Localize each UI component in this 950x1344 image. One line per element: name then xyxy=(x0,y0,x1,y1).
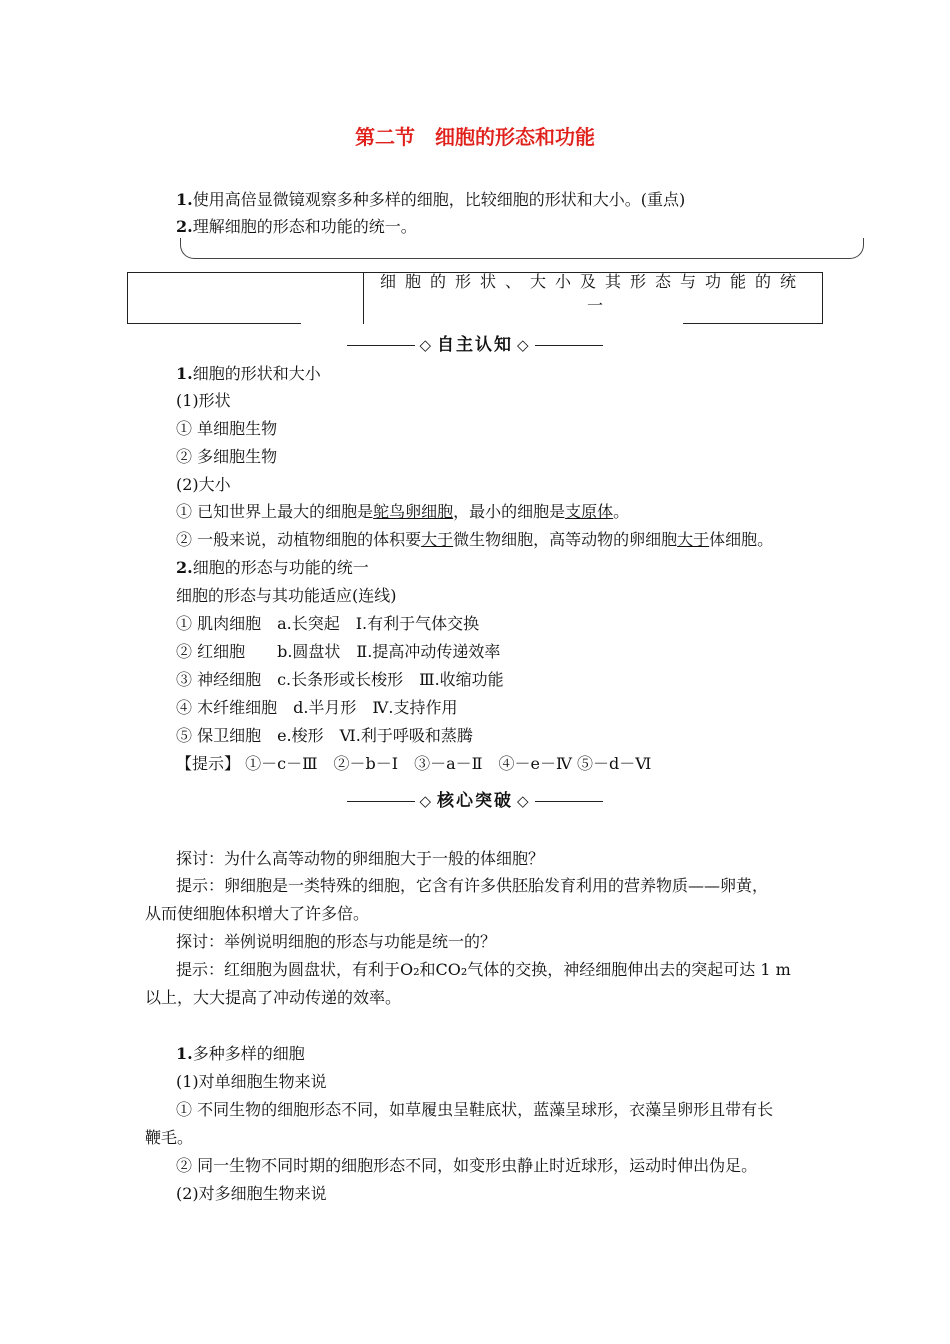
page-title: 第二节 细胞的形态和功能 xyxy=(355,125,595,149)
subheading-size: (2)大小 xyxy=(176,475,231,494)
matching-row: ③ 神经细胞 c.长条形或长梭形 Ⅲ.收缩功能 xyxy=(176,670,504,689)
point-1-cont: 鞭毛。 xyxy=(145,1128,194,1147)
divider-line xyxy=(535,801,603,802)
matching-row: ④ 木纤维细胞 d.半月形 Ⅳ.支持作用 xyxy=(176,698,458,717)
subheading-multicellular: (2)对多细胞生物来说 xyxy=(176,1184,327,1203)
diamond-icon: ◇ xyxy=(419,792,433,810)
objective-1 xyxy=(176,189,685,211)
matching-row: ① 肌肉细胞 a.长突起 Ⅰ.有利于气体交换 xyxy=(176,614,480,633)
text: ② 一般来说，动植物细胞的体积要 xyxy=(176,530,422,549)
discussion-answer-1: 提示：卵细胞是一类特殊的细胞，它含有许多供胚胎发育利用的营养物质——卵黄， xyxy=(176,876,769,895)
divider-line xyxy=(347,801,415,802)
discussion-question-2: 探讨：举例说明细胞的形态与功能是统一的？ xyxy=(176,932,497,951)
matching-row: ⑤ 保卫细胞 e.梭形 Ⅵ.利于呼吸和蒸腾 xyxy=(176,726,473,745)
answer-blank: 大于 xyxy=(677,530,710,549)
hint-answer: ①－c－Ⅲ ②－b－Ⅰ ③－a－Ⅱ ④－e－Ⅳ ⑤－d－Ⅵ xyxy=(245,754,652,773)
heading-num: 1. xyxy=(176,364,193,383)
point-1: ① 不同生物的细胞形态不同，如草履虫呈鞋底状，蓝藻呈球形，衣藻呈卵形且带有长 xyxy=(176,1100,774,1119)
objective-text: 理解细胞的形态和功能的统一。 xyxy=(192,217,417,236)
section-header-core xyxy=(0,786,950,811)
item-multi-cell: ② 多细胞生物 xyxy=(176,447,278,466)
topic-box-text: 细胞的形状、大小及其形态与功能的统 xyxy=(380,272,806,291)
discussion-answer-2-cont: 以上，大大提高了冲动传递的效率。 xyxy=(145,988,402,1007)
matching-intro: 细胞的形态与其功能适应(连线) xyxy=(176,586,397,605)
objective-num: 2. xyxy=(176,217,193,236)
item-single-cell: ① 单细胞生物 xyxy=(176,419,278,438)
section-header-self-study xyxy=(0,330,950,355)
diamond-icon: ◇ xyxy=(517,792,531,810)
objective-num: 1. xyxy=(176,190,193,209)
topic-box-underline-right xyxy=(683,323,823,324)
topic-box-underline-left xyxy=(127,323,301,324)
heading-text: 细胞的形状和大小 xyxy=(192,364,321,383)
diamond-icon: ◇ xyxy=(419,336,433,354)
text: 体细胞。 xyxy=(709,530,774,549)
text: 。 xyxy=(613,502,630,521)
text: ，最小的细胞是 xyxy=(453,502,566,521)
objective-2 xyxy=(176,216,417,238)
heading-text: 多种多样的细胞 xyxy=(192,1044,305,1063)
heading-text: 细胞的形态与功能的统一 xyxy=(192,558,369,577)
hint-label: 【提示】 xyxy=(176,754,241,773)
heading-shape-size xyxy=(176,363,321,385)
matching-row: ② 红细胞 b.圆盘状 Ⅱ.提高冲动传递效率 xyxy=(176,642,501,661)
answer-blank: 大于 xyxy=(421,530,454,549)
divider-line xyxy=(535,345,603,346)
discussion-question-1: 探讨：为什么高等动物的卵细胞大于一般的体细胞？ xyxy=(176,849,545,868)
subheading-shape: (1)形状 xyxy=(176,391,231,410)
section-title: 自主认知 xyxy=(437,335,513,355)
diamond-icon: ◇ xyxy=(517,336,531,354)
topic-box-divider xyxy=(363,272,364,324)
discussion-answer-2: 提示：红细胞为圆盘状，有利于O₂和CO₂气体的交换，神经细胞伸出去的突起可达 1 m xyxy=(176,960,791,979)
heading-form-function xyxy=(176,557,369,579)
size-fact-1 xyxy=(176,501,629,523)
discussion-answer-1-cont: 从而使细胞体积增大了许多倍。 xyxy=(145,904,370,923)
section-title: 核心突破 xyxy=(437,791,513,811)
size-fact-2 xyxy=(176,529,773,551)
heading-diverse-cells xyxy=(176,1043,305,1065)
point-2: ② 同一生物不同时期的细胞形态不同，如变形虫静止时近球形，运动时伸出伪足。 xyxy=(176,1156,758,1175)
topic-box-text-continued: 一 xyxy=(586,296,603,315)
subheading-unicellular: (1)对单细胞生物来说 xyxy=(176,1072,327,1091)
objective-text: 使用高倍显微镜观察多种多样的细胞，比较细胞的形状和大小。(重点) xyxy=(192,190,686,209)
heading-num: 1. xyxy=(176,1044,193,1063)
text: ① 已知世界上最大的细胞是 xyxy=(176,502,374,521)
answer-blank: 支原体 xyxy=(565,502,614,521)
heading-num: 2. xyxy=(176,558,193,577)
divider-line xyxy=(347,345,415,346)
objectives-brace xyxy=(180,238,864,259)
text: 微生物细胞，高等动物的卵细胞 xyxy=(453,530,678,549)
answer-blank: 鸵鸟卵细胞 xyxy=(373,502,454,521)
hint-line xyxy=(176,753,651,775)
